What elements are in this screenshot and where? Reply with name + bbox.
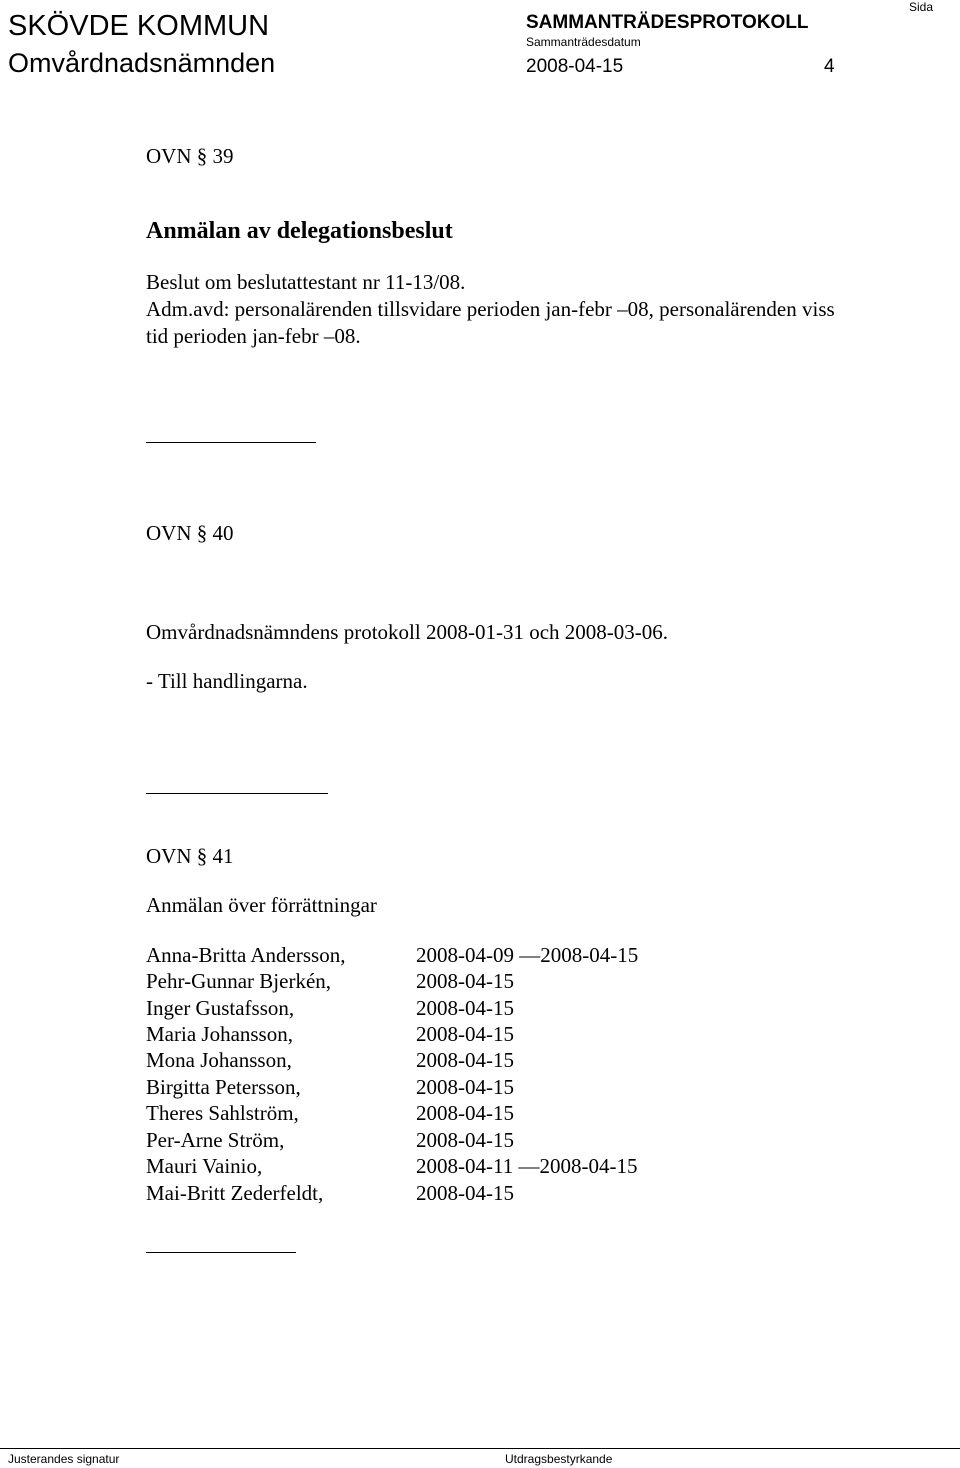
- attendee-dates: 2008-04-15: [416, 1022, 514, 1046]
- committee-name: Omvårdnadsnämnden: [8, 48, 276, 78]
- attendee-dates: 2008-04-15: [416, 969, 514, 993]
- attendee-dates: 2008-04-15: [416, 996, 514, 1020]
- attendee-dates: 2008-04-11 —2008-04-15: [416, 1154, 638, 1178]
- body-line: Omvårdnadsnämndens protokoll 2008-01-31 och 2008-03-06.: [146, 620, 668, 644]
- attendee-name: Maria Johansson,: [146, 1022, 293, 1046]
- municipality-name: SKÖVDE KOMMUN: [8, 10, 270, 42]
- attendee-name: Inger Gustafsson,: [146, 996, 295, 1020]
- attendee-name: Per-Arne Ström,: [146, 1128, 285, 1152]
- meeting-date: 2008-04-15: [526, 56, 624, 77]
- attendee-dates: 2008-04-15: [416, 1048, 514, 1072]
- attendee-name: Theres Sahlström,: [146, 1101, 299, 1125]
- signature-label: Justerandes signatur: [8, 1452, 120, 1466]
- section-ref: OVN § 41: [146, 844, 234, 868]
- page-label: Sida: [909, 0, 934, 14]
- attendee-name: Birgitta Petersson,: [146, 1075, 301, 1099]
- attendee-dates: 2008-04-15: [416, 1075, 514, 1099]
- attendee-name: Mona Johansson,: [146, 1048, 292, 1072]
- section-ref: OVN § 40: [146, 521, 234, 545]
- body-line: - Till handlingarna.: [146, 669, 308, 693]
- body-line: Adm.avd: personalärenden tillsvidare perioden jan-febr –08, personalärenden viss: [146, 297, 835, 321]
- section-ref: OVN § 39: [146, 144, 234, 168]
- attendee-dates: 2008-04-09 —2008-04-15: [416, 943, 639, 967]
- meeting-date-label: Sammanträdesdatum: [526, 35, 641, 49]
- page-number: 4: [824, 56, 835, 77]
- attendee-name: Anna-Britta Andersson,: [146, 943, 346, 967]
- section-divider: [146, 442, 316, 443]
- extract-label: Utdragsbestyrkande: [505, 1452, 613, 1466]
- footer-rule: [0, 1448, 960, 1449]
- attendee-name: Mai-Britt Zederfeldt,: [146, 1181, 324, 1205]
- body-line: tid perioden jan-febr –08.: [146, 324, 361, 348]
- attendee-name: Pehr-Gunnar Bjerkén,: [146, 969, 332, 993]
- section-divider: [146, 793, 328, 794]
- attendee-name: Mauri Vainio,: [146, 1154, 263, 1178]
- attendee-dates: 2008-04-15: [416, 1101, 514, 1125]
- section-subheading: Anmälan över förrättningar: [146, 893, 377, 917]
- document-type: SAMMANTRÄDESPROTOKOLL: [526, 12, 809, 33]
- section-heading: Anmälan av delegationsbeslut: [146, 218, 453, 244]
- attendee-dates: 2008-04-15: [416, 1181, 514, 1205]
- body-line: Beslut om beslutattestant nr 11-13/08.: [146, 270, 466, 294]
- section-divider: [146, 1252, 296, 1253]
- attendee-dates: 2008-04-15: [416, 1128, 514, 1152]
